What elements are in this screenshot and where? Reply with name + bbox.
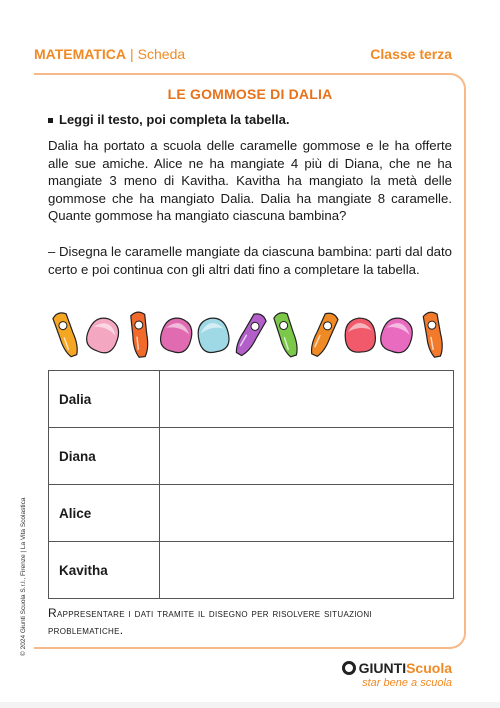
ring-candy-icon [308,311,339,358]
drawing-cell[interactable] [160,542,454,599]
logo-tagline: star bene a scuola [362,677,452,689]
page-header [34,46,452,66]
page-title: LE GOMMOSE DI DALIA [167,86,333,102]
giunti-g-icon [342,661,356,675]
copyright-notice: © 2024 Giunti Scuola S.r.l., Firenze | La Vita Scolastica [20,497,27,656]
bottom-strip [0,702,500,708]
header-separator: | [130,46,134,62]
table-row [49,485,454,542]
drop-candy-icon [377,314,416,356]
table-row [49,542,454,599]
subject-name: MATEMATICA [34,46,127,62]
class-label: Classe terza [370,46,452,62]
publisher-logo [342,660,452,689]
ring-candy-icon [273,311,301,358]
instruction [48,112,289,127]
task-text: – Disegna le caramelle mangiate da ciascuna bambina: parti dal dato certo e poi continua con gli altri dati fino a completare la tabella. [48,244,452,277]
drop-candy-icon [344,317,376,353]
table-row [49,371,454,428]
ring-candy-icon [423,311,445,358]
table-row [49,428,454,485]
drop-candy-icon [157,315,195,356]
row-name: Kavitha [49,542,160,599]
subject-label [34,46,185,62]
drawing-cell[interactable] [160,485,454,542]
ring-candy-icon [233,311,268,357]
drop-candy-icon [195,315,232,355]
problem-text: Dalia ha portato a scuola delle caramelle gommose e le ha offerte alle sue amiche. Alice ne ha mangiate 4 più di Diana, che ne ha mangiate 3 meno di Kavitha. Kavitha ha mangiato la metà delle gommose che ha mangiato Dalia. Dalia ha mangiate 8 caramelle. Quante gommose ha mangiato ciascuna bambina? [48,138,452,223]
row-name: Diana [49,428,160,485]
row-name: Alice [49,485,160,542]
bullet-icon [48,118,53,123]
drawing-cell[interactable] [160,371,454,428]
logo-brand: GIUNTI [358,660,407,676]
candies-illustration [48,304,452,366]
ring-candy-icon [52,311,81,358]
instruction-text: Leggi il testo, poi completa la tabella. [59,112,290,127]
ring-candy-icon [130,311,149,357]
logo-brand-suffix: Scuola [406,660,452,676]
drawing-cell[interactable] [160,428,454,485]
row-name: Dalia [49,371,160,428]
answer-table [48,370,454,599]
drop-candy-icon [83,314,124,357]
learning-objective: Rappresentare i dati tramite il disegno per risolvere situazioni problematiche. [48,606,372,637]
sheet-kind: Scheda [137,46,186,62]
